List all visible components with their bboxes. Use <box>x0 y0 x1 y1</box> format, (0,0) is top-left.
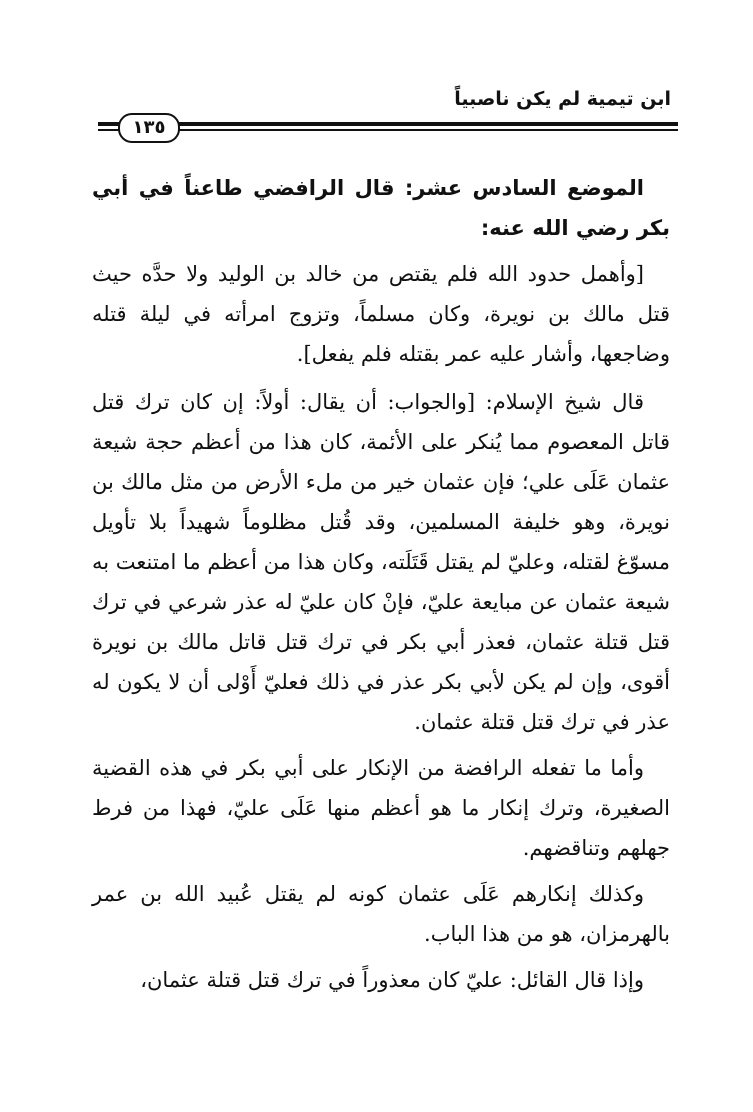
header-rule-thick-line <box>98 122 678 126</box>
header-rule-thin-line <box>98 129 678 131</box>
section-heading: الموضع السادس عشر: قال الرافضي طاعناً في أبي بكر رضي الله عنه: <box>92 176 670 240</box>
body-text <box>92 168 670 1006</box>
paragraph-answer: قال شيخ الإسلام: [والجواب: أن يقال: أولاً: إن كان ترك قتل قاتل المعصوم مما يُنكر على الأئمة، كان هذا من أعظم حجة شيعة عثمان عَلَى علي؛ فإن عثمان خير من ملء الأرض من مثل مالك بن نويرة، وهو خليفة المسلمين، وقد قُتل مظلوماً شهيداً بلا تأويل مسوّغ لقتله، وعليّ لم يقتل قَتَلَته، وكان هذا من أعظم ما امتنعت به شيعة عثمان عن مبايعة عليّ، فإنْ كان عليّ له عذر شرعي في ترك قتل قتلة عثمان، فعذر أبي بكر في ترك قتل قاتل مالك بن نويرة أقوى، وإن لم يكن لأبي بكر عذر في ذلك فعليّ أَوْلى أن لا يكون له عذر في ترك قتل قتلة عثمان. <box>92 390 670 734</box>
paragraph-last: وإذا قال القائل: عليّ كان معذوراً في ترك قتل قتلة عثمان، <box>140 968 644 992</box>
paragraph-quote: [وأهمل حدود الله فلم يقتص من خالد بن الوليد ولا حدَّه حيث قتل مالك بن نويرة، وكان مسلماً، وتزوج امرأته في ليلة قتله وضاجعها، وأشار عليه عمر بقتله فلم يفعل]. <box>92 262 670 366</box>
paragraph-hurmuzan: وكذلك إنكارهم عَلَى عثمان كونه لم يقتل عُبيد الله بن عمر بالهرمزان، هو من هذا الباب. <box>92 882 670 946</box>
running-title: ابن تيمية لم يكن ناصبياً <box>454 88 671 110</box>
header-rule <box>98 122 678 134</box>
paragraph-rafida: وأما ما تفعله الرافضة من الإنكار على أبي بكر في هذه القضية الصغيرة، وترك إنكار ما هو أعظم منها عَلَى عليّ، فهذا من فرط جهلهم وتناقضهم. <box>92 756 670 860</box>
page-number: ١٣٥ <box>118 113 180 143</box>
